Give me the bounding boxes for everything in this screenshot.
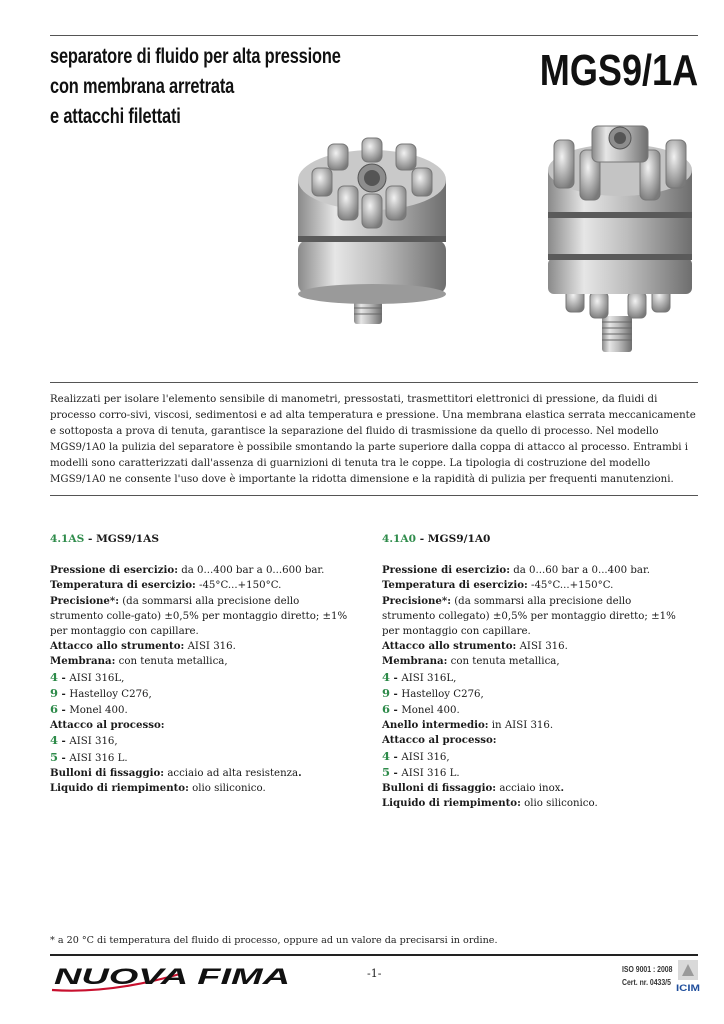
product-photo-mgs9-1as	[292, 130, 452, 330]
spec-diaphragm: Membrana: con tenuta metallica,	[382, 655, 560, 668]
spec-bolts: Bulloni di fissaggio: acciaio inox.	[382, 782, 565, 795]
iso-standard: ISO 9001 : 2008	[622, 964, 673, 974]
icim-logo	[676, 960, 700, 994]
title-line-3: e attacchi filettati	[50, 105, 181, 128]
list-item: 9 - Hastelloy C276,	[382, 685, 484, 700]
list-item: 9 - Hastelloy C276,	[50, 685, 152, 700]
cert-number: Cert. nr. 0433/5	[622, 977, 671, 987]
catalog-code: 4.1AS	[50, 533, 85, 545]
model-name: - MGS9/1AS	[84, 533, 159, 545]
top-rule	[50, 35, 698, 36]
spec-process-connection: Attacco al processo:	[382, 734, 497, 747]
list-item: 5 - AISI 316 L.	[382, 764, 460, 779]
nuova-fima-logo	[50, 964, 294, 994]
spec-temperature: Temperatura di esercizio: -45°C...+150°C.	[382, 579, 614, 592]
catalog-code: 4.1A0	[382, 533, 417, 545]
spec-fill-liquid: Liquido di riempimento: olio siliconico.	[50, 782, 266, 795]
list-item: 4 - AISI 316L,	[50, 669, 125, 684]
title-line-2: con membrana arretrata	[50, 75, 235, 98]
spec-precision: Precisione*: (da sommarsi alla precisione dello strumento collegato) ±0,5% per montaggio diretto; ±1% per montaggio con capillare.	[382, 594, 676, 638]
spec-instrument-connection: Attacco allo strumento: AISI 316.	[50, 640, 236, 653]
iso-certification	[622, 963, 672, 989]
spec-temperature: Temperatura di esercizio: -45°C...+150°C.	[50, 579, 282, 592]
list-item: 6 - Monel 400.	[50, 702, 128, 717]
spec-bolts: Bulloni di fissaggio: acciaio ad alta resistenza.	[50, 766, 302, 779]
list-item: 4 - AISI 316,	[382, 748, 450, 763]
list-item: 4 - AISI 316L,	[382, 669, 457, 684]
intro-paragraph: Realizzati per isolare l'elemento sensibile di manometri, pressostati, trasmettitori elettronici di pressione, da fluidi di processo corro-sivi, viscosi, sedimentosi e ad alta temperatura e pressione. Una membrana elastica serrata meccanicamente e sottoposta a prova di tenuta, garantisce la separazione del fluido di trasmissione da quello di processo. Nel modello MGS9/1A0 la pulizia del separatore è possibile smontando la parte superiore dalla coppa di attacco al processo. Entrambi i modelli sono caratterizzati dall'assenza di guarnizioni di tenuta tra le coppe. La tipologia di costruzione del modello MGS9/1A0 ne consente l'uso dove è importante la ridotta dimensione e la rapidità di pulizia per frequenti manutenzioni.	[50, 394, 696, 485]
column-heading	[382, 532, 682, 547]
list-item: 6 - Monel 400.	[382, 702, 460, 717]
spec-fill-liquid: Liquido di riempimento: olio siliconico.	[382, 797, 598, 810]
section-rule-top	[50, 382, 698, 383]
page-title	[50, 42, 362, 132]
spec-intermediate-ring: Anello intermedio: in AISI 316.	[382, 719, 554, 732]
list-item: 5 - AISI 316 L.	[50, 749, 128, 764]
svg-text:ICIM: ICIM	[676, 983, 700, 993]
spec-process-connection: Attacco al processo:	[50, 719, 165, 732]
title-line-1: separatore di fluido per alta pressione	[50, 45, 341, 68]
footnote: * a 20 °C di temperatura del fluido di processo, oppure ad un valore da precisarsi in ordine.	[50, 935, 498, 946]
model-name: - MGS9/1A0	[416, 533, 491, 545]
product-photo-mgs9-1a0	[540, 120, 700, 360]
column-heading	[50, 532, 350, 547]
footer-rule	[50, 954, 698, 956]
svg-text:NUOVA FIMA: NUOVA FIMA	[54, 964, 290, 989]
list-item: 4 - AISI 316,	[50, 733, 118, 748]
spec-pressure: Pressione di esercizio: da 0...400 bar a 0...600 bar.	[50, 564, 325, 577]
spec-column-mgs9-1as	[50, 532, 350, 796]
section-rule-bottom	[50, 495, 698, 496]
spec-instrument-connection: Attacco allo strumento: AISI 316.	[382, 640, 568, 653]
spec-pressure: Pressione di esercizio: da 0...60 bar a 0...400 bar.	[382, 564, 650, 577]
page-number: -1-	[367, 967, 382, 980]
spec-diaphragm: Membrana: con tenuta metallica,	[50, 655, 228, 668]
spec-precision: Precisione*: (da sommarsi alla precisione dello strumento colle-gato) ±0,5% per montaggio diretto; ±1% per montaggio con capillare.	[50, 594, 348, 638]
spec-column-mgs9-1a0	[382, 532, 682, 811]
model-code: MGS9/1A	[539, 46, 698, 95]
